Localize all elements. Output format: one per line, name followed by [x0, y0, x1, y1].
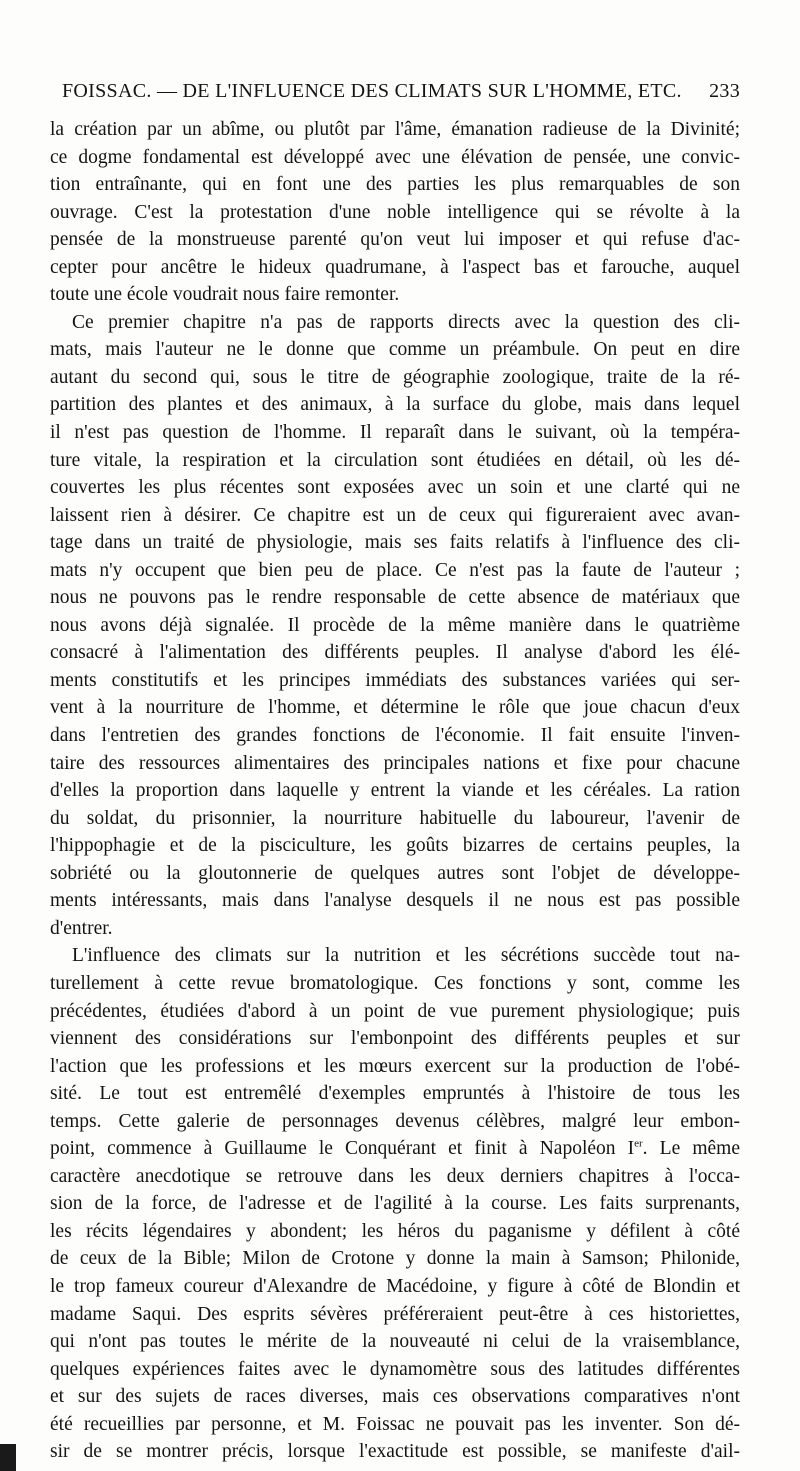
text-line: pensée de la monstrueuse parenté qu'on veut lui imposer et qui refuse d'ac-: [50, 229, 740, 251]
text-line: sir de se montrer précis, lorsque l'exactitude est possible, se manifeste d'ail-: [50, 1441, 740, 1463]
text-line: toute une école voudrait nous faire remonter.: [50, 284, 400, 306]
text-line: et sur des sujets de races diverses, mais ces observations comparatives n'ont: [50, 1386, 740, 1408]
text-line: mats, mais l'auteur ne le donne que comme un préambule. On peut en dire: [50, 339, 740, 361]
text-line: sobriété ou la gloutonnerie de quelques autres sont l'objet de développe-: [50, 862, 740, 884]
text-line: consacré à l'alimentation des différents peuples. Il analyse d'abord les élé-: [50, 642, 740, 664]
text-segment: . Le même: [642, 1138, 740, 1160]
text-line: tage dans un traité de physiologie, mais ses faits relatifs à l'influence des cli-: [50, 532, 740, 554]
text-line: les récits légendaires y abondent; les héros du paganisme y défilent à côté: [50, 1220, 740, 1242]
text-segment: point, commence à Guillaume le Conquérant et finit à Napoléon I: [50, 1138, 635, 1160]
text-line: cepter pour ancêtre le hideux quadrumane, à l'aspect bas et farouche, auquel: [50, 256, 740, 278]
text-line: d'entrer.: [50, 917, 113, 939]
text-line: de ceux de la Bible; Milon de Crotone y donne la main à Samson; Philonide,: [50, 1248, 740, 1270]
text-line: viennent des considérations sur l'embonpoint des différents peuples et sur: [50, 1028, 740, 1050]
text-line: madame Saqui. Des esprits sévères préféreraient peut-être à ces historiettes,: [50, 1303, 740, 1325]
text-line: sité. Le tout est entremêlé d'exemples empruntés à l'histoire de tous les: [50, 1083, 740, 1105]
text-line: été recueillies par personne, et M. Foissac ne pouvait pas les inventer. Son dé-: [50, 1413, 740, 1435]
binding-edge: [0, 1444, 16, 1471]
text-line: d'elles la proportion dans laquelle y entrent la viande et les céréales. La ration: [50, 780, 740, 802]
text-line: qui n'ont pas toutes le mérite de la nouveauté ni celui de la vraisemblance,: [50, 1331, 740, 1353]
text-line: mats n'y occupent que bien peu de place. Ce n'est pas la faute de l'auteur ;: [50, 559, 740, 581]
text-line: sion de la force, de l'adresse et de l'agilité à la course. Les faits surprenants,: [50, 1193, 740, 1215]
text-line: la création par un abîme, ou plutôt par l'âme, émanation radieuse de la Divinité;: [50, 119, 740, 140]
text-line: caractère anecdotique se retrouve dans les deux derniers chapitres à l'occa-: [50, 1165, 740, 1187]
text-line: vent à la nourriture de l'homme, et détermine le rôle que joue chacun d'eux: [50, 697, 740, 719]
header-title: FOISSAC. — DE L'INFLUENCE DES CLIMATS SUR L'HOMME, ETC.: [62, 80, 682, 102]
text-line: turellement à cette revue bromatologique. Ces fonctions y sont, comme les: [50, 972, 740, 994]
text-line: précédentes, étudiées d'abord à un point de vue purement physiologique; puis: [50, 1000, 740, 1022]
body-text: [50, 116, 740, 1466]
text-line: l'hippophagie et de la pisciculture, les goûts bizarres de certains peuples, la: [50, 835, 740, 857]
text-line: taire des ressources alimentaires des principales nations et fixe pour chacune: [50, 752, 740, 774]
text-line: ce dogme fondamental est développé avec une élévation de pensée, une convic-: [50, 146, 740, 168]
text-line: ture vitale, la respiration et la circulation sont étudiées en détail, où les dé-: [50, 449, 740, 471]
text-line: tion entraînante, qui en font une des parties les plus remarquables de son: [50, 174, 740, 196]
text-line: il n'est pas question de l'homme. Il reparaît dans le suivant, où la tempéra-: [50, 422, 740, 444]
text-line: ments intéressants, mais dans l'analyse desquels il ne nous est pas possible: [50, 890, 740, 912]
text-line-napoleon: [50, 1135, 740, 1163]
text-line: laissent rien à désirer. Ce chapitre est un de ceux qui figureraient avec avan-: [50, 504, 740, 526]
text-line: nous ne pouvons pas le rendre responsable de cette absence de matériaux que: [50, 587, 740, 609]
text-line: du soldat, du prisonnier, la nourriture habituelle du laboureur, l'avenir de: [50, 807, 740, 829]
page-number: 233: [709, 80, 740, 102]
text-line: ouvrage. C'est la protestation d'une noble intelligence qui se révolte à la: [50, 201, 740, 223]
text-line: partition des plantes et des animaux, à la surface du globe, mais dans lequel: [50, 394, 740, 416]
text-line: L'influence des climats sur la nutrition et les sécrétions succède tout na-: [72, 945, 740, 967]
text-line: le trop fameux coureur d'Alexandre de Macédoine, y figure à côté de Blondin et: [50, 1275, 740, 1297]
text-line: autant du second qui, sous le titre de géographie zoologique, traite de la ré-: [50, 366, 740, 388]
superscript: er: [634, 1137, 643, 1150]
text-line: l'action que les professions et les mœurs exercent sur la production de l'obé-: [50, 1055, 740, 1077]
text-line: nous avons déjà signalée. Il procède de la même manière dans le quatrième: [50, 614, 740, 636]
text-line: couvertes les plus récentes sont exposées avec un soin et une clarté qui ne: [50, 477, 740, 499]
text-line: dans l'entretien des grandes fonctions de l'économie. Il fait ensuite l'inven-: [50, 725, 740, 747]
text-line: quelques expériences faites avec le dynamomètre sous des latitudes différentes: [50, 1358, 740, 1380]
text-line: ments constitutifs et les principes immédiats des substances variées qui ser-: [50, 669, 740, 691]
text-line: Ce premier chapitre n'a pas de rapports directs avec la question des cli-: [72, 311, 740, 333]
text-line: temps. Cette galerie de personnages devenus célèbres, malgré leur embon-: [50, 1110, 740, 1132]
